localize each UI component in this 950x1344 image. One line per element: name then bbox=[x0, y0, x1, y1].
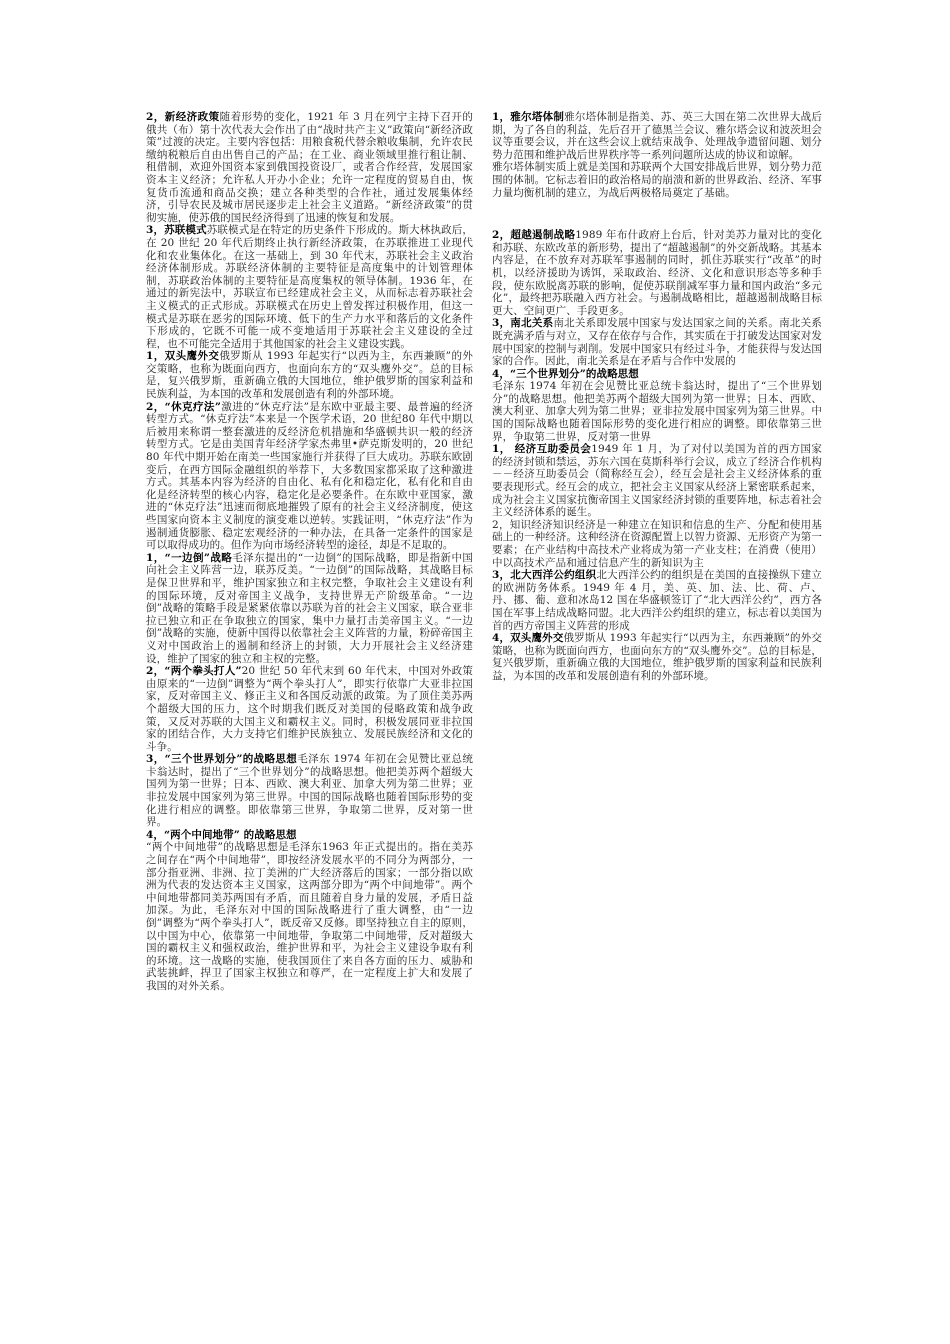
term-heading: 3，南北关系 bbox=[492, 317, 554, 330]
paragraph-text: 苏联模式是在特定的历史条件下形成的。斯大林执政后，在 20 世纪 20 年代后期终止执行新经济政策，在苏联推进工业现代化和农业集体化。在这一基础上，到 30 年代末，苏联社会主义政治经济体制形成。苏联经济体制的主要特征是高度集中的计划管理体制，苏联政治体制的主要特征是高度集权的领导体制。1936 年，在通过的新宪法中，苏联宣布已经建成社会主义，从而标志着苏联社会主义模式的正式形成。苏联模式在历史上曾发挥过积极作用，但这一模式是苏联在恶劣的国际环境、低下的生产力水平和落后的文化条件下形成的，它既不可能一成不变地适用于苏联社会主义建设的全过程，也不可能完全适用于其他国家的社会主义建设实践。 bbox=[146, 224, 474, 350]
term-heading: 1，“一边倒”战略 bbox=[146, 551, 233, 564]
paragraph-text: 雅尔塔体制实质上就是美国和苏联两个大国安排战后世界，划分势力范围的体制。它标志着旧的政治格局的崩溃和新的世界政治、经济、军事力量均衡机制的建立，为战后两极格局奠定了基础。 bbox=[492, 161, 822, 199]
paragraph-two-fists bbox=[146, 665, 473, 753]
paragraph-new-economic-policy bbox=[146, 111, 473, 224]
term-heading: 4，双头鹰外交 bbox=[492, 632, 564, 645]
paragraph-three-worlds-right bbox=[492, 380, 822, 443]
paragraph-text: 毛泽东 1974 年初在会见赞比亚总统卡翁达时，提出了“三个世界划分”的战略思想。他把美苏两个超级大国列为第一世界；日本、西欧、澳大利亚、加拿大列为第二世界；亚非拉发展中国家列为第三世界。中国的国际战略也随着国际形势的变化进行相应的调整。即依靠第三世界，争取第二世界，反对第一世界 bbox=[492, 380, 822, 443]
left-column bbox=[146, 111, 473, 993]
term-heading: 2，新经济政策 bbox=[146, 111, 220, 123]
paragraph-text: “两个中间地带”的战略思想是毛泽东1963 年正式提出的。指在美苏之间存在“两个中间地带”，即按经济发展水平的不同分为两部分，一部分指亚洲、非洲、拉丁美洲的广大经济落后的国家；一部分指以欧洲为代表的发达资本主义国家，这两部分即为“两个中间地带”。两个中间地带都同美苏两国有矛盾，而且随着自身力量的发展，矛盾日益加深。为此，毛泽东对中国的国际战略进行了重大调整，由“一边倒”调整为“两个拳头打人”，既反帝又反修。即坚持独立自主的原则，以中国为中心，依靠第一中间地带，争取第二中间地带，反对超级大国的霸权主义和强权政治，维护世界和平，为社会主义建设争取有利的环境。这一战略的实施，使我国顶住了来自各方面的压力、威胁和武装挑衅，捍卫了国家主权独立和尊严，在一定程度上扩大和发展了我国的对外关系。 bbox=[146, 841, 473, 992]
paragraph-two-intermediate-zones bbox=[146, 841, 473, 992]
paragraph-text: 1949 年 1 月，为了对付以美国为首的西方国家的经济封锁和禁运，苏东六国在莫斯科举行会议，成立了经济合作机构－－经济互助委员会（简称经互会），经互会是社会主义经济体系的重要表现形式。经互会的成立，把社会主义国家从经济上紧密联系起来，成为社会主义国家抗衡帝国主义国家经济封锁的重要阵地，标志着社会主义经济体系的诞生。 bbox=[492, 443, 822, 519]
term-heading: 2，“两个拳头打人” bbox=[146, 665, 242, 678]
paragraph-beyond-containment bbox=[492, 229, 822, 317]
paragraph-nato bbox=[492, 569, 822, 632]
paragraph-comecon bbox=[492, 443, 822, 519]
term-heading: 1，双头鹰外交 bbox=[146, 350, 220, 363]
paragraph-text: 1989 年布什政府上台后，针对美苏力量对比的变化和苏联、东欧改革的新形势，提出了“超越遏制”的外交新战略。其基本内容是，在不放弃对苏联军事遏制的同时，抓住苏联实行“改革”的时机，以经济援助为诱饵，采取政治、经济、文化和意识形态等多种手段，使东欧脱离苏联的影响，促使苏联削减军事力量和国内政治“多元化”，最终把苏联融入西方社会。与遏制战略相比，超越遏制战略目标更大、空间更广、手段更多。 bbox=[492, 229, 823, 317]
paragraph-text: 毛泽东提出的“一边倒”的国际战略，即是指新中国向社会主义阵营一边，联苏反美。“一边倒”的国际战略，其战略目标是保卫世界和平，维护国家独立和主权完整，争取社会主义建设有利的国际环境，反对帝国主义战争，支持世界无产阶级革命。“一边倒”战略的策略手段是紧紧依靠以苏联为首的社会主义国家，联合亚非拉已独立和正在争取独立的国家，集中力量打击美帝国主义。“一边倒”战略的实施，使新中国得以依靠社会主义阵营的力量，粉碎帝国主义对中国政治上的遏制和经济上的封锁，大力开展社会主义经济建设，维护了国家的独立和主权的完整。 bbox=[146, 551, 473, 665]
paragraph-double-eagle-diplomacy bbox=[146, 350, 473, 400]
paragraph-double-eagle-right bbox=[492, 632, 822, 682]
paragraph-text: 2，知识经济知识经济是一种建立在知识和信息的生产、分配和使用基础上的一种经济。这种经济在资源配置上以智力资源、无形资产为第一要素；在产业结构中高技术产业将成为第一产业支柱；在消费（使用）中以高技术产品和通过信息产生的新知识为主 bbox=[492, 518, 822, 569]
term-heading: 3，“三个世界划分”的战略思想 bbox=[146, 753, 298, 766]
term-heading: 2，“休克疗法” bbox=[146, 400, 221, 413]
paragraph-text: 激进的“休克疗法”是东欧中亚最主要、最普遍的经济转型方式。“休克疗法”本来是一个医学术语，20 世纪80 年代中期以后被用来称谓一整套激进的反经济危机措施和华盛顿共识一般的经济转型方式。它是由美国青年经济学家杰弗里•萨克斯发明的，20 世纪 80 年代中期开始在南美一些国家施行并获得了巨大成功。苏联东欧剧变后，在西方国际金融组织的举荐下，大多数国家都采取了这种激进方式。其基本内容为经济的自由化、私有化和稳定化，私有化和自由化是经济转型的核心内容，稳定化是必要条件。在东欧中亚国家，激进的“休克疗法”迅速而彻底地摧毁了原有的社会主义经济制度，使这些国家向资本主义制度的演变难以逆转。实践证明，“休克疗法”作为遏制通货膨胀、稳定宏观经济的一种办法，在具备一定条件的国家是可以取得成功的。但作为向市场经济转型的途径，却是不足取的。 bbox=[146, 400, 473, 552]
heading-two-intermediate-zones bbox=[146, 829, 473, 842]
paragraph-text: 20 世纪 50 年代末到 60 年代末，中国对外政策由原来的“一边倒”调整为“两个拳头打人”，即实行依靠广大亚非拉国家，反对帝国主义、修正主义和各国反动派的政策。为了顶住美苏两个超级大国的压力，这个时期我们既反对美国的侵略政策和战争政策，又反对苏联的大国主义和霸权主义。同时，积极发展同亚非拉国家的团结合作，大力支持它们维护民族独立、发展民族经济和文化的斗争。 bbox=[146, 665, 473, 753]
term-heading: 3，苏联模式 bbox=[146, 224, 207, 237]
paragraph-text: 俄罗斯从 1993 年起实行“以西为主，东西兼顾”的外交策略，也称为既面向西方，也面向东方的“双头鹰外交”。总的目标是，复兴俄罗斯，重新确立俄的大国地位，维护俄罗斯的国家利益和民族利益，为本国的改革和发展创造有利的外部环境。 bbox=[492, 632, 822, 682]
term-heading: 2，超越遏制战略 bbox=[492, 229, 576, 242]
term-heading: 1，雅尔塔体制 bbox=[492, 111, 565, 123]
paragraph-text: 俄罗斯从 1993 年起实行“以西为主，东西兼顾”的外交策略，也称为既面向西方，也面向东方的“双头鹰外交”。总的目标是，复兴俄罗斯，重新确立俄的大国地位，维护俄罗斯的国家利益和民族利益，为本国的改革和发展创造有利的外部环境。 bbox=[146, 350, 473, 401]
paragraph-text: 北大西洋公约的组织是在美国的直接操纵下建立的欧洲防务体系。1949 年 4 月，美、英、加、法、比、荷、卢、丹、挪、葡、意和冰岛12 国在华盛顿签订了“北大西洋公约”，西方各国在军事上结成战略同盟。北大西洋公约组织的建立，标志着以美国为首的西方帝国主义阵营的形成 bbox=[492, 569, 822, 632]
term-heading: 4，“两个中间地带” 的战略思想 bbox=[146, 828, 297, 841]
paragraph-text: 南北关系即发展中国家与发达国家之间的关系。南北关系既充满矛盾与对立，又存在依存与合作，其实质在于打破发达国家对发展中国家的控制与剥削。发展中国家只有经过斗争，才能获得与发达国家的合作。因此，南北关系是在矛盾与合作中发展的 bbox=[492, 317, 823, 368]
paragraph-text: 随着形势的变化，1921 年 3 月在列宁主持下召开的俄共（布）第十次代表大会作出了由“战时共产主义”政策向“新经济政策”过渡的决定。主要内容包括：用粮食税代替余粮收集制，允许农民缴纳税粮后自由出售自己的产品；在工业、商业领域里推行租让制、租借制，欢迎外国资本家到俄国投资设厂，或者合作经营，发展国家资本主义经济；允许私人开办小企业；允许一定程度的贸易自由，恢复货币流通和商品交换；建立各种类型的合作社，通过发展集体经济，引导农民及城市居民逐步走上社会主义道路。“新经济政策”的贯彻实施，使苏俄的国民经济得到了迅速的恢复和发展。 bbox=[146, 111, 473, 224]
right-column bbox=[492, 111, 822, 683]
paragraph-lean-to-one-side bbox=[146, 552, 473, 665]
paragraph-yalta-system bbox=[492, 111, 822, 161]
term-heading: 1， 经济互助委员会 bbox=[492, 443, 592, 456]
paragraph-three-worlds bbox=[146, 753, 473, 829]
paragraph-text: 毛泽东 1974 年初在会见赞比亚总统卡翁达时，提出了“三个世界划分”的战略思想。他把美苏两个超级大国列为第一世界；日本、西欧、澳大利亚、加拿大列为第二世界；亚非拉发展中国家列为第三世界。中国的国际战略也随着国际形势的变化进行相应的调整。即依靠第三世界，争取第二世界，反对第一世界。 bbox=[146, 753, 473, 829]
paragraph-north-south-relations bbox=[492, 317, 822, 367]
term-heading: 3，北大西洋公约组织 bbox=[492, 569, 597, 582]
term-heading: 4，“三个世界划分”的战略思想 bbox=[492, 367, 639, 380]
paragraph-shock-therapy bbox=[146, 401, 473, 552]
paragraph-yalta-system-essence bbox=[492, 161, 822, 199]
paragraph-text: 雅尔塔体制是指美、苏、英三大国在第二次世界大战后期，为了各自的利益，先后召开了德黑兰会议、雅尔塔会议和波茨坦会议等重要会议，并在这些会议上就结束战争、处理战争遗留问题、划分势力范围和维护战后世界秩序等一系列问题所达成的协议和谅解。 bbox=[492, 111, 822, 161]
section-gap bbox=[492, 199, 822, 229]
paragraph-knowledge-economy bbox=[492, 519, 822, 569]
heading-three-worlds bbox=[492, 368, 822, 381]
paragraph-soviet-model bbox=[146, 224, 473, 350]
